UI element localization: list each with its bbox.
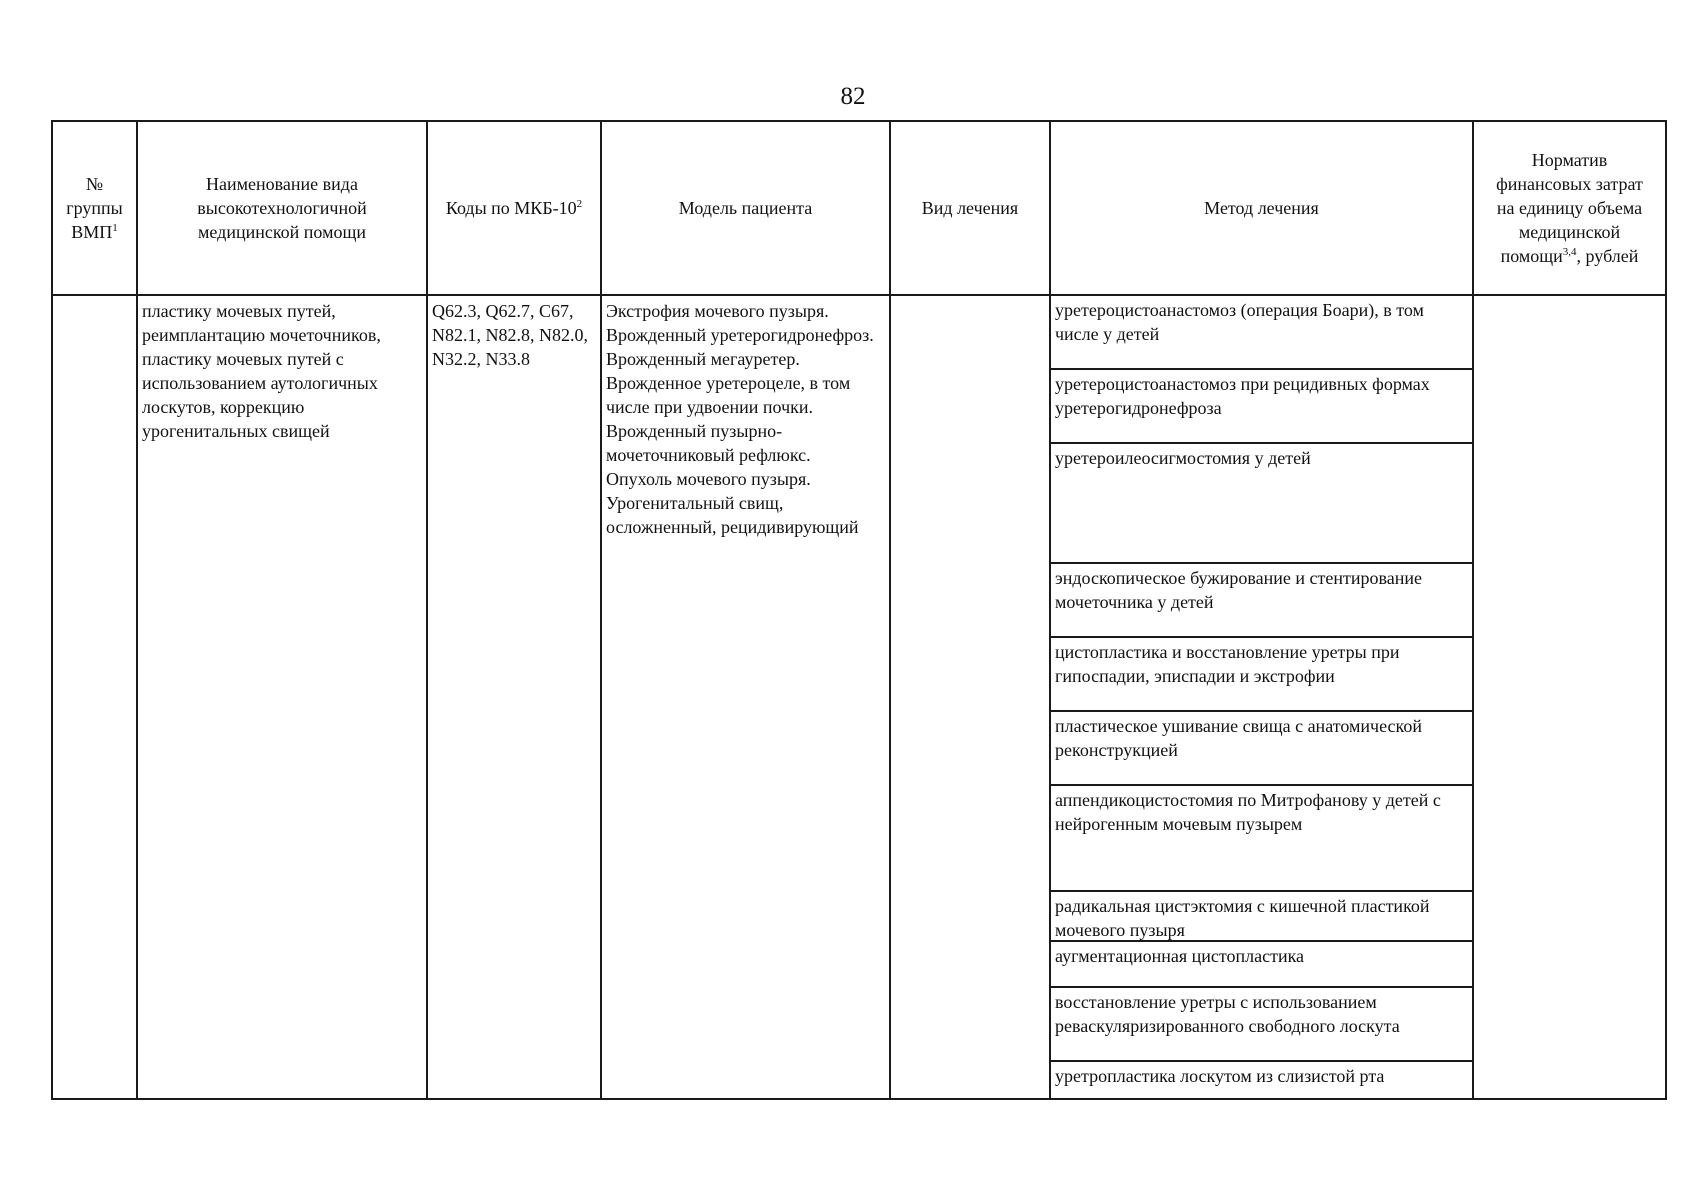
footnote-mark: 1 xyxy=(112,222,118,234)
method-item: уретероцистоанастомоз (операция Боари), в том числе у детей xyxy=(1051,296,1472,370)
header-patient-model: Модель пациента xyxy=(601,121,890,295)
header-group-line: группы xyxy=(66,198,123,218)
method-item: уретероцистоанастомоз при рецидивных формах уретерогидронефроза xyxy=(1051,370,1472,444)
header-group-line: ВМП xyxy=(71,222,113,242)
table-header-row xyxy=(52,121,1666,295)
cell-treatment-methods xyxy=(1050,295,1473,1099)
page-number: 82 xyxy=(840,83,866,110)
header-group-line: № xyxy=(85,174,104,194)
method-item: уретероилеосигмостомия у детей xyxy=(1051,444,1472,564)
method-item: восстановление уретры с использованием реваскуляризированного свободного лоскута xyxy=(1051,988,1472,1062)
footnote-mark: 2 xyxy=(576,198,583,210)
table-row xyxy=(52,295,1666,1099)
model-item: Врожденный уретерогидронефроз. xyxy=(606,325,874,345)
header-treatment-type: Вид лечения xyxy=(890,121,1050,295)
vmp-table xyxy=(51,120,1667,1100)
header-name-line: высокотехнологичной xyxy=(197,198,367,218)
method-item: аугментационная цистопластика xyxy=(1051,942,1472,988)
header-norm-line: , рублей xyxy=(1576,246,1639,266)
cell-group-number xyxy=(52,295,137,1099)
model-item: Экстрофия мочевого пузыря. xyxy=(606,301,829,321)
method-item: радикальная цистэктомия с кишечной пластикой мочевого пузыря xyxy=(1051,892,1472,942)
header-codes-text: Коды по МКБ-10 xyxy=(445,198,577,218)
model-item: Врожденный пузырно-мочеточниковый рефлюкс. xyxy=(606,421,811,465)
header-group-number xyxy=(52,121,137,295)
header-norm-line: финансовых затрат xyxy=(1496,174,1643,194)
model-item: Врожденный мегауретер. xyxy=(606,349,800,369)
method-item: цистопластика и восстановление уретры при гипоспадии, эписпадии и экстрофии xyxy=(1051,638,1472,712)
header-norm-line: Норматив xyxy=(1531,150,1608,170)
cell-care-name: пластику мочевых путей, реимплантацию мочеточников, пластику мочевых путей с использованием аутологичных лоскутов, коррекцию урогенитальных свищей xyxy=(137,295,427,1099)
header-care-name xyxy=(137,121,427,295)
cell-patient-model xyxy=(601,295,890,1099)
method-item: уретропластика лоскутом из слизистой рта xyxy=(1055,1066,1385,1086)
method-item: аппендикоцистостомия по Митрофанову у детей с нейрогенным мочевым пузырем xyxy=(1051,786,1472,892)
cell-icd-codes: Q62.3, Q62.7, С67, N82.1, N82.8, N82.0, N32.2, N33.8 xyxy=(427,295,601,1099)
header-name-line: медицинской помощи xyxy=(198,222,366,242)
header-norm-line: на единицу объема xyxy=(1496,198,1643,218)
method-item: пластическое ушивание свища с анатомической реконструкцией xyxy=(1051,712,1472,786)
model-item: Урогенитальный свищ, осложненный, рецидивирующий xyxy=(606,493,859,537)
cell-treatment-type xyxy=(890,295,1050,1099)
model-item: Врожденное уретероцеле, в том числе при удвоении почки. xyxy=(606,373,851,417)
header-norm-line: медицинской xyxy=(1518,222,1621,242)
header-norm-line: помощи xyxy=(1500,246,1563,266)
header-icd-codes xyxy=(427,121,601,295)
footnote-mark: 3,4 xyxy=(1562,246,1577,258)
cell-cost-norm xyxy=(1473,295,1666,1099)
method-item: эндоскопическое бужирование и стентирование мочеточника у детей xyxy=(1051,564,1472,638)
model-item: Опухоль мочевого пузыря. xyxy=(606,469,811,489)
header-cost-norm xyxy=(1473,121,1666,295)
header-treatment-method: Метод лечения xyxy=(1050,121,1473,295)
header-name-line: Наименование вида xyxy=(206,174,358,194)
